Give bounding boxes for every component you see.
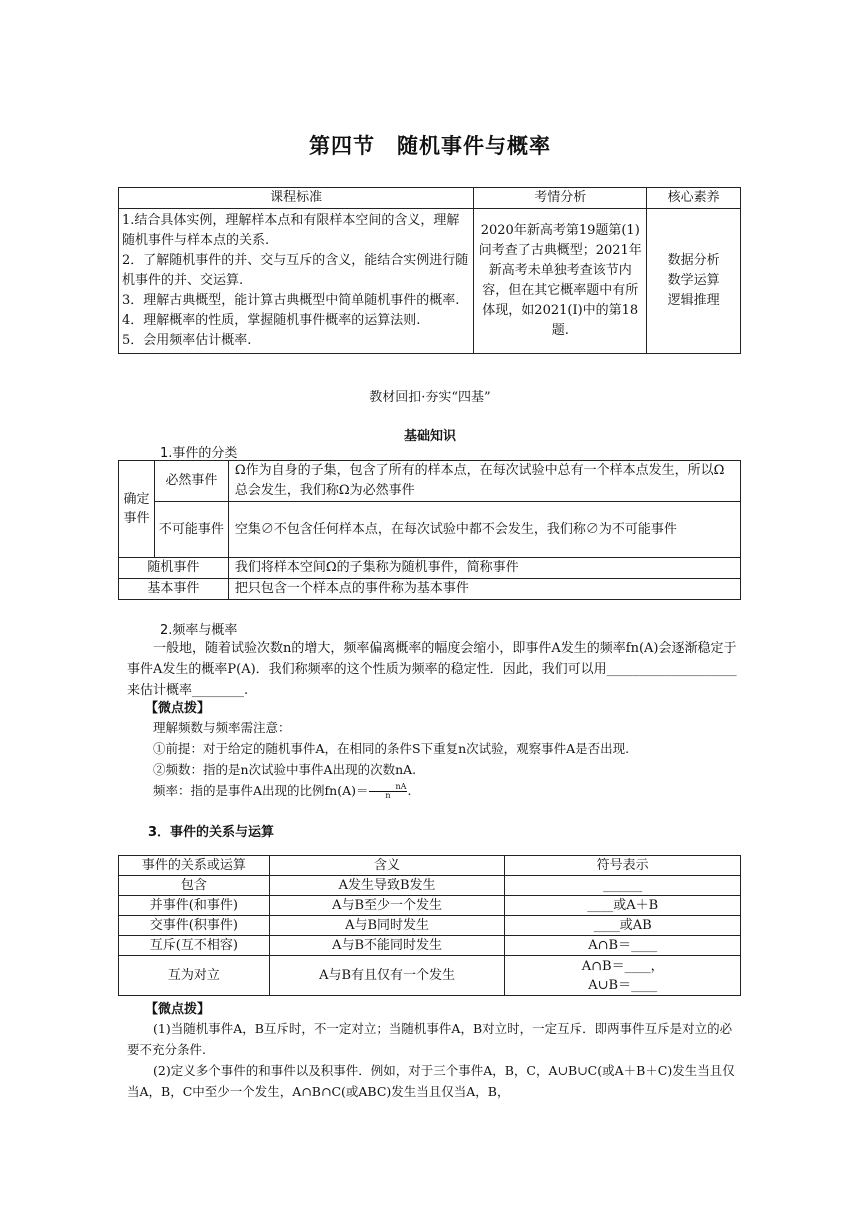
section-header: 教材回扣·夯实“四基” — [369, 390, 491, 405]
core-item: 数据分析 — [667, 253, 720, 268]
formula-end: . — [407, 783, 412, 798]
event-row — [119, 579, 741, 600]
certain-group-label — [119, 461, 155, 558]
symbol-line: A∩B＝____， — [581, 958, 664, 974]
section-1-title: 1.事件的分类 — [160, 446, 238, 461]
event-name: 基本事件 — [119, 579, 229, 600]
page-title: 第四节 随机事件与概率 — [309, 134, 551, 158]
operations-row — [119, 956, 741, 996]
operations-row — [119, 936, 741, 956]
standard-item: 3．理解古典概型，能计算古典概型中简单随机事件的概率. — [122, 293, 460, 308]
standard-item: 2．了解随机事件的并、交与互斥的含义，能结合实例进行随机事件的并、交运算. — [122, 253, 469, 288]
tip-paragraph: (1)当随机事件A，B互斥时，不一定对立；当随机事件A，B对立时，一定互斥．即两事件互斥是对立的必要不充分条件. — [127, 1021, 733, 1057]
event-definition: 我们将样本空间Ω的子集称为随机事件，简称事件 — [228, 558, 740, 579]
tip-label: 【微点拨】 — [145, 701, 211, 716]
relation-name: 互斥(互不相容) — [119, 936, 270, 956]
relation-name: 并事件(和事件) — [119, 896, 270, 916]
event-row — [119, 502, 741, 558]
frequency-formula-text: 频率：指的是事件A出现的比例fn(A)＝ — [153, 783, 369, 798]
tip-paragraph: (2)定义多个事件的和事件以及积事件．例如，对于三个事件A，B，C，A∪B∪C(或A＋B＋C)发生当且仅当A，B，C中至少一个发生，A∩B∩C(或ABC)发生当且仅当A，B， — [127, 1063, 735, 1099]
event-classification-table — [118, 460, 741, 600]
standards-cell — [119, 209, 474, 354]
event-definition: Ω作为自身的子集，包含了所有的样本点，在每次试验中总有一个样本点发生，所以Ω总会发生，我们称Ω为必然事件 — [228, 461, 740, 502]
tip-line: ②频数：指的是n次试验中事件A出现的次数nA. — [153, 762, 417, 777]
standard-item: 5．会用频率估计概率. — [122, 333, 252, 348]
event-row — [119, 558, 741, 579]
fraction-denominator: n — [385, 791, 391, 800]
relation-meaning: A发生导致B发生 — [269, 876, 505, 896]
frequency-paragraph: 一般地，随着试验次数n的增大，频率偏离概率的幅度会缩小，即事件A发生的频率fn(A)会逐渐稳定于事件A发生的概率P(A)．我们称频率的这个性质为频率的稳定性．因此，我们可以用____________________来估计概率________. — [127, 641, 737, 698]
event-definition: 把只包含一个样本点的事件称为基本事件 — [228, 579, 740, 600]
tip-line: 理解频数与频率需注意： — [153, 720, 291, 735]
operations-row — [119, 896, 741, 916]
curriculum-body-row — [119, 209, 741, 354]
relation-name: 互为对立 — [119, 956, 270, 996]
relation-name: 交事件(积事件) — [119, 916, 270, 936]
curriculum-header-row — [119, 188, 741, 209]
symbol-line: A∪B＝____ — [588, 977, 658, 993]
event-name: 必然事件 — [154, 461, 228, 502]
operations-row — [119, 916, 741, 936]
tip-line: ①前提：对于给定的随机事件A，在相同的条件S下重复n次试验，观察事件A是否出现. — [153, 741, 630, 756]
relation-symbol: ______ — [505, 876, 741, 896]
relation-meaning: A与B有且仅有一个发生 — [269, 956, 505, 996]
core-item: 逻辑推理 — [667, 293, 720, 308]
header-relation: 事件的关系或运算 — [119, 856, 270, 876]
section-3-title: 3．事件的关系与运算 — [148, 825, 275, 840]
header-core: 核心素养 — [647, 188, 741, 209]
header-meaning: 含义 — [269, 856, 505, 876]
relation-symbol — [505, 956, 741, 996]
standard-item: 4．理解概率的性质，掌握随机事件概率的运算法则. — [122, 313, 421, 328]
basics-header: 基础知识 — [403, 429, 456, 444]
event-operations-table — [118, 855, 741, 996]
section-2-title: 2.频率与概率 — [160, 623, 238, 638]
core-item: 数学运算 — [667, 273, 720, 288]
standard-item: 1.结合具体实例，理解样本点和有限样本空间的含义，理解随机事件与样本点的关系. — [122, 213, 460, 248]
relation-symbol: A∩B＝____ — [505, 936, 741, 956]
relation-meaning: A与B不能同时发生 — [269, 936, 505, 956]
relation-meaning: A与B至少一个发生 — [269, 896, 505, 916]
header-symbol: 符号表示 — [505, 856, 741, 876]
operations-header-row — [119, 856, 741, 876]
core-cell — [647, 209, 741, 354]
event-row — [119, 461, 741, 502]
frequency-fraction — [369, 783, 408, 800]
event-definition: 空集∅不包含任何样本点，在每次试验中都不会发生，我们称∅为不可能事件 — [228, 502, 740, 558]
tip-block — [127, 717, 741, 801]
relation-meaning: A与B同时发生 — [269, 916, 505, 936]
relation-symbol: ____或A＋B — [505, 896, 741, 916]
group-label-text: 确定事件 — [123, 492, 150, 526]
tip-line — [127, 780, 741, 801]
relation-symbol: ____或AB — [505, 916, 741, 936]
event-name: 不可能事件 — [154, 502, 228, 558]
tip-label-2: 【微点拨】 — [145, 1002, 211, 1017]
event-name: 随机事件 — [119, 558, 229, 579]
tip-block-2 — [127, 1018, 741, 1102]
curriculum-table — [118, 187, 741, 354]
header-standard: 课程标准 — [119, 188, 474, 209]
fraction-numerator: nA — [369, 783, 408, 792]
analysis-cell: 2020年新高考第19题第(1)问考查了古典概型；2021年新高考未单独考查该节内容，但在其它概率题中有所体现，如2021(Ⅰ)中的第18题. — [474, 209, 647, 354]
relation-name: 包含 — [119, 876, 270, 896]
operations-row — [119, 876, 741, 896]
header-analysis: 考情分析 — [474, 188, 647, 209]
